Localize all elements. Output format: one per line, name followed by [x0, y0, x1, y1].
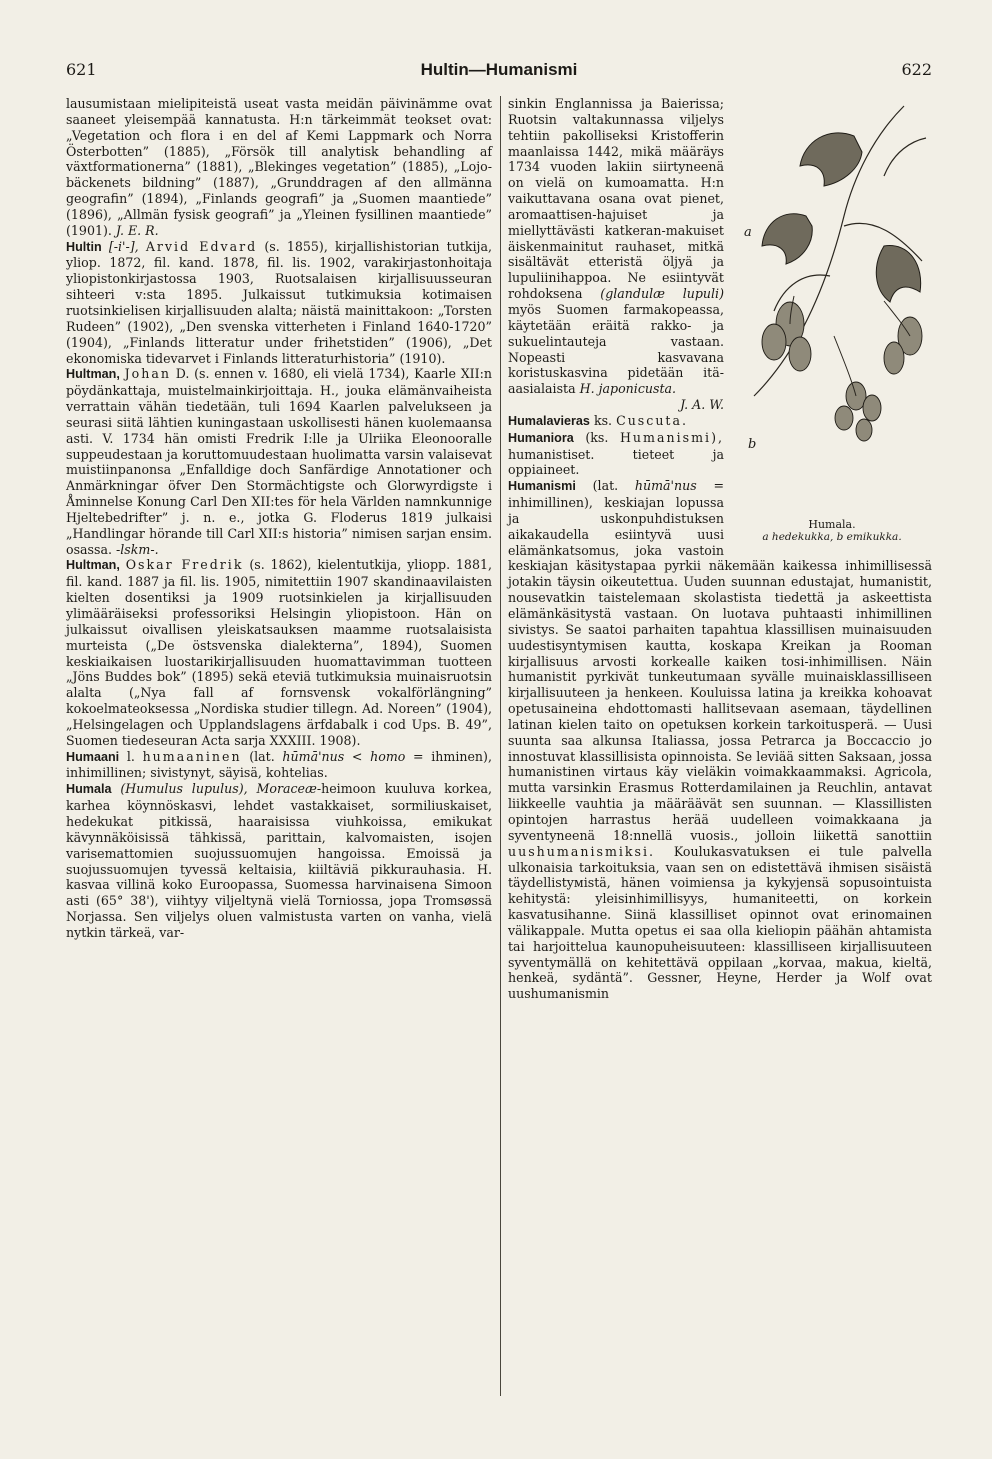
- entry-hultman-johan: [66, 366, 492, 557]
- entry-headword: Humaani: [66, 749, 120, 764]
- continuation-text: sinkin Englannissa ja Baierissa; Ruotsin valtakunnassa viljelys tehtiin pakolliseksi Kristofferin maanlaissa 1442, mikä määräys 1734 vuoden lakiin siirtyneenä on vielä on kumoamatta. H:n vaikuttavana osana ovat pienet, aromaattisen-hajuiset ja miellyttävästi katkeran-makuiset äiskenmainitut rauhaset, mitkä sisältävät etteristä öljyä ja lupuliinihappoa. Ne esiintyvät rohdoksena: [508, 96, 724, 302]
- column-divider: [500, 96, 501, 1396]
- entry-body: Koulukasvatuksen ei tule palvella ulkonaisia tarkoituksia, vaan sen on edistettävä ihmisen sisäistä täydellistyмistä, hänen voimiensa ja kykyjensä sopusointuista kehitystä: yleisinhimillisyys, humaniteetti, on korkein kasvatusihanne. Siinä klassilliset opinnot ovat erinomainen välikappale. Mutta opetus ei saa olla kieliopin päähän ahtamista tai harjoittelua kaunopuheisuuteen: klassilliseen kirjallisuuteen syventymällä on kehitettävä oppilaan „korvaa, makua, kieltä, henkeä, sydäntä”. Gessner, Heyne, Herder ja Wolf ovat uushumanismin: [508, 843, 932, 1002]
- latin-name: (Humulus lupulus),: [120, 781, 248, 797]
- entry-headword: Humanismi: [508, 479, 576, 494]
- entry-hultin-arvid: [66, 239, 492, 367]
- entry-body: D. (s. ennen v. 1680, eli vielä 1734), Kaarle XII:n pöydänkattaja, muistelmainkirjoittaja. H., jouka elämänvaiheista verrattain vähän tiedetään, tuli 1694 Kaarlen palvelukseen ja seurasi siitä lähtien kuningastaan uskollisesti hänen kuolemaansa asti. V. 1734 hän omisti Fredrik I:lle ja Ulriika Eleonooralle suppeudestaan ja koruttomuudestaan huolimatta varsin valaisevat muistiinpanonsa „Enfalldige doch Sanfärdige Annotationer och Anmärkningar öfver Den Stormächtigste och Glorwyrdigste i Åminnelse Konung Carl Den XII:tes för hela Världen namnkunnige Hjeltebedrifter” j. n. e., jotka G. Floderus 1819 julkaisi „Handlingar hörande till Carl XII:s historia” nimisen sarjan ensim. osassa.: [66, 366, 492, 557]
- latin-word: hūmā'nus: [282, 748, 345, 764]
- left-page-number: 621: [66, 60, 97, 79]
- figure-caption: a hedekukka, b emikukka.: [762, 531, 902, 543]
- hop-plant-drawing: [734, 96, 930, 516]
- latin-label: (lat.: [592, 478, 619, 494]
- entry-body: humanistiset. tieteet ja oppiaineet.: [508, 446, 724, 478]
- figure-label-a: a: [744, 225, 752, 240]
- latin-term: (glandulæ lupuli): [600, 286, 724, 302]
- entry-name: Johan: [124, 366, 171, 382]
- right-column: [508, 96, 932, 1002]
- author-signature: J. E. R.: [115, 222, 159, 238]
- entry-headword: Humala: [66, 782, 112, 797]
- cross-ref-label: (ks.: [585, 429, 609, 445]
- hop-illustration: [734, 96, 930, 544]
- cross-ref-target: Humanismi),: [619, 429, 724, 445]
- latin-word: hūmā'nus: [634, 478, 697, 494]
- cross-ref-target: Cuscuta.: [616, 412, 689, 428]
- right-page-number: 622: [901, 60, 932, 79]
- entry-headword: Humalavieras: [508, 413, 590, 428]
- entry-body: (s. 1862), kielentutkija, ylioрр. 1881, fil. kand. 1887 ja fil. lis. 1905, nimitettiin 1907 skandinaavilaisten kielten dosentiksi ja 1909 ruotsinkielen ja kirjallisuuden ylimääräiseksi professoriksi Helsingin yliopistoon. Hän on julkaissut oivallisen yleiskatsauksen maamme ruotsalaisista murteista („De östsvenska dialekterna”, 1894), Suomen keskiaikaisen luostarikirjallisuuden huomattavimman tuotteen „Jöns Buddes bok” (1895) sekä eteviä tutkimuksia muinaisruotsin alalta („Nya fall af fornsvensk vokalförlängning” kokoelmateoksessa „Nordiska studier tillegn. Ad. Noreen” (1904), „Helsingelagen och Upplandslagens ärfdabalk i cod Ups. B. 49”, Suomen tiedeseuran Acta sarja XXXIII. 1908).: [66, 557, 492, 748]
- entry-hultman-oskar: [66, 557, 492, 748]
- entry-humanismi: [508, 478, 932, 1002]
- pronunciation: [-i'-],: [108, 238, 139, 254]
- entry-continuation: [66, 96, 492, 239]
- entry-humaani: [66, 749, 492, 782]
- entry-headword: Hultman,: [66, 558, 120, 573]
- author-signature: -lskm-.: [116, 541, 159, 557]
- latin-label: (lat.: [249, 748, 275, 764]
- entry-headword: Humaniora: [508, 430, 574, 445]
- entry-name: humaaninen: [142, 748, 242, 764]
- entry-body: (s. 1855), kirjallishistorian tutkija, ylioр. 1872, fil. kand. 1878, fil. lis. 1902, varakirjastonhoitaja yliopistonkirjastossa 1903, Ruotsalaisen kirjallisuusseuran sihteeri v:sta 1895. Julkaissut tutkimuksia kotimaisen ruotsinkielisen kirjallisuuden alalta; näistä mainittakoon: „Torsten Rudeen” (1902), „Den svenska vitterheten i Finland 1640-1720” (1904), „Finlands litteratur under frihetstiden” (1906), „Det ekonomiska tidevarvet i Finlands litteraturhistoria” (1910).: [66, 238, 492, 366]
- family-name: Moraceæ: [256, 781, 317, 797]
- entry-name: Arvid Edvard: [145, 238, 258, 254]
- continuation-text: lausumistaan mielipiteistä useat vasta meidän päivinämme ovat saaneet yleisempää kannatusta. H:n tärkeimmät teokset ovat: „Vegetation och flora i en del af Kemi Lappmark och Norra Österbotten” (1885), „Försök till analytisk behandling af växtformationerna” (1881), „Blekinges vegetation” (1885), „Lojo-bäckenets bildning” (1887), „Grunddragen af den allmänna geografin” (1894), „Finlands geografi” ja „Suomen maantiede” (1896), „Allmän fysisk geografi” ja „Yleinen fysillinen maantiede” (1901).: [66, 96, 492, 238]
- cross-ref-label: ks.: [593, 412, 613, 428]
- species-name: H. japonicusta.: [579, 381, 677, 397]
- entry-humala: [66, 781, 492, 940]
- left-column: [66, 96, 492, 941]
- entry-body: = inhimillinen), keskiajan lopussa ja uskonpuhdistuksen aikakaudella esiintyvä uusi elämänkatsomus, joka vastoin keskiajan käsitystapaa pyrkii näkemään kaikessa inhimillisessä jotakin täysin oikeutettua. Uuden suunnan edustajat, humanistit, nousevatkin taistelemaan skolastista tiedettä ja askeettista elämänkäsitystä vastaan. On luotava puhtaasti inhimillinen sivistys. Se saatoi parhaiten tapahtua klassillisen muinaisuuden uudestisyntymisen kautta, koskapa Kreikan ja Rooman kirjallisuus arvosti korkealle kaiken tosi-inhimillisen. Näin humanistit pyrkivät tunkeutumaan syvälle muinaisklassilliseen kirjallisuuteen ja henkeen. Kouluissa latina ja kreikka kohoavat opetusaineina ehdottomasti hallitsevaan asemaan, täydellinen latinan kielen taito on opetuksen korkein tarkoitusperä. — Uusi suunta saa alkunsa Italiassa, jossa Petrarca ja Boccaccio jo innostuvat klassillisista opinnoista. Se leviää sitten Saksaan, jossa humanistinen virtaus käy vieläkin voimakkaammaksi. Agricola, mutta varsinkin Erasmus Rotterdamilainen ja Reuchlin, antavat liikkeelle vauhtia ja määräävät sen suunnan. — Klassillisten opintojen harrastus herää uudelleen voimakkaana ja syventyneenä 18:nnellä vuosis., jolloin liikettä sanottiin: [508, 478, 932, 843]
- entry-body: = ihminen), inhimillinen; sivistynyt, säyisä, kohtelias.: [66, 748, 492, 781]
- entry-headword: Hultman,: [66, 367, 120, 382]
- entry-prefix: l.: [126, 748, 135, 764]
- author-signature: J. A. W.: [680, 397, 724, 413]
- entry-body: -heimoon kuuluva korkea, karhea köynnöskasvi, lehdet vastakkaiset, sormiliuskaiset, hedekukat pitkissä, haaraisissa viuhkoissa, emikukat kävynnäköisissä tähkissä, parittain, kalvomaisten, isojen varisemattomien suojussuomujen hangoissa. Emoissä ja suojussuomujen tyvessä keltaisia, kiiltäviä pikkurauhasia. H. kasvaa villinä koko Euroopassa, Suomessa harvinaisena Simoon asti (65° 38'), viihtyy viljeltynä vielä Torniossa, jopa Tromsøssä Norjassa. Sen viljelys oluen valmistusta varten on vanha, vielä nytkin tärkeä, var-: [66, 781, 492, 940]
- entry-name: Oskar Fredrik: [125, 557, 244, 573]
- continuation-text: myös Suomen farmakopeassa, käytetään eräitä rakko- ja sukuelintauteja vastaan. Nopeasti kasvavana koristuskasvina pidetään itä-aasialaista: [508, 301, 724, 397]
- entry-headword: Hultin: [66, 239, 102, 254]
- spaced-term: uushumanismiksi.: [508, 843, 656, 859]
- latin-root: < homo: [351, 748, 406, 764]
- figure-label-b: b: [748, 437, 757, 452]
- running-title: Hultin—Humanismi: [420, 60, 578, 79]
- figure-title: Humala.: [808, 518, 856, 531]
- page-header: [66, 60, 932, 90]
